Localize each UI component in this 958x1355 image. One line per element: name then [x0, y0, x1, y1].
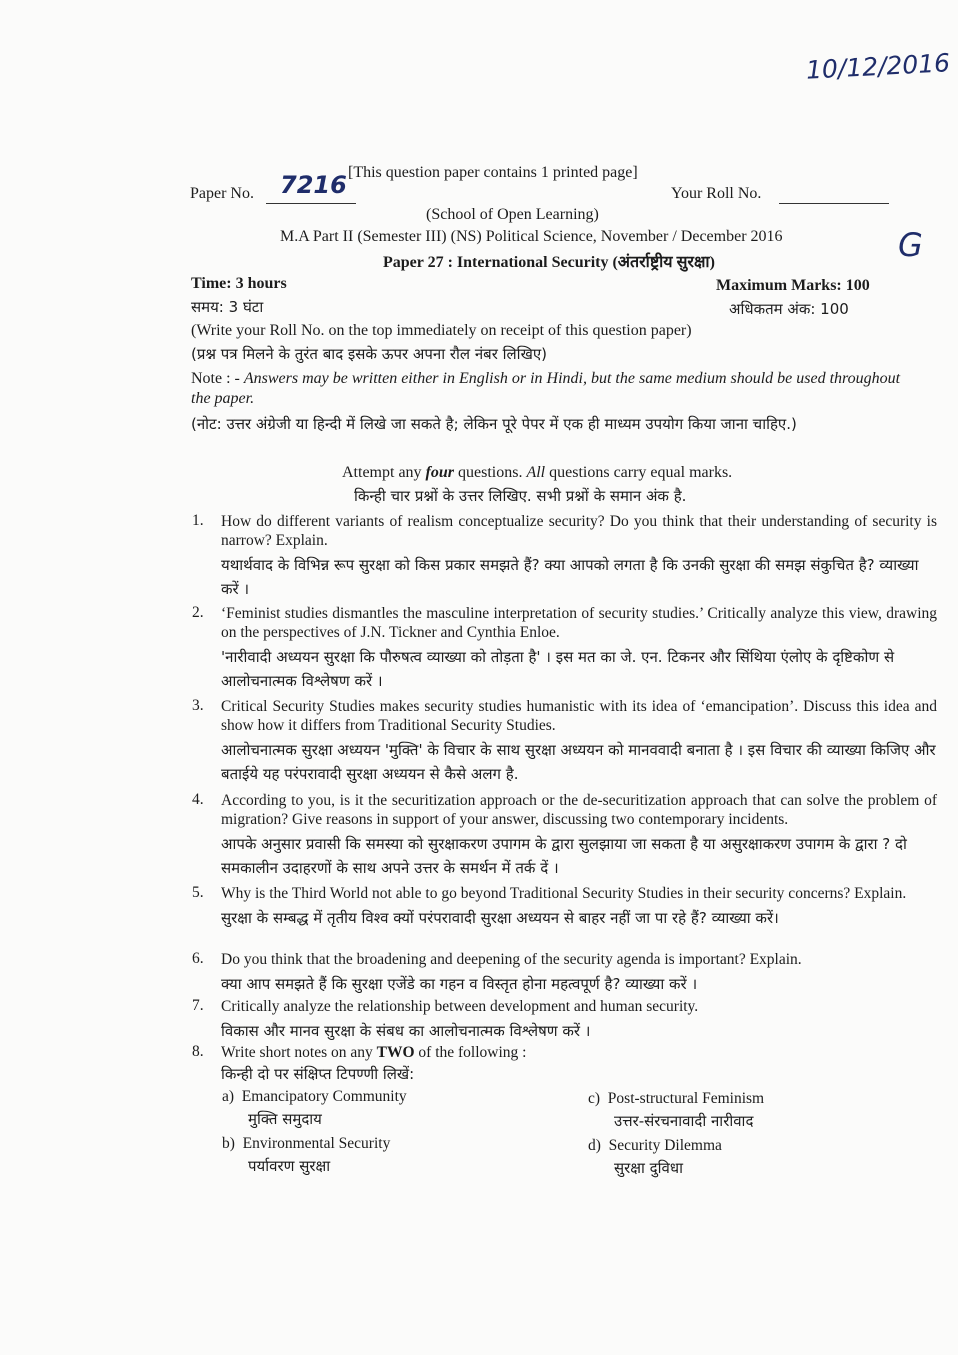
option-c: c) Post-structural Feminism उत्तर-संरचनावादी नारीवाद — [588, 1090, 765, 1130]
paper-no-underline — [266, 203, 356, 204]
paper-no-label: Paper No. — [190, 185, 254, 202]
question-4: 4. According to you, is it the securitization approach or the de-securitization approach that can solve the problem of migration? Give reasons in support of your answer, discussing two contemporary incidents. आपके अनुसार प्रवासी कि समस्या को सुरक्षाकरण उपागम के द्वारा सुलझाया जा सकता है या असुरक्षाकरण उपागम के द्वारा ? दो समकालीन उदाहरणों के साथ अपने उत्तर के समर्थन में तर्क दें । — [192, 791, 937, 880]
question-text-english: How do different variants of realism conceptualize security? Do you think that their understanding of security is narrow? Explain. — [221, 513, 937, 549]
question-8: 8. Write short notes on any TWO of the following : किन्ही दो पर संक्षिप्त टिपण्णी लिखें: — [192, 1043, 937, 1086]
note-text: Answers may be written either in English or in Hindi, but the same medium should be used throughout the paper. — [191, 370, 901, 407]
time-english: Time: 3 hours — [191, 275, 287, 292]
question-text-english: Why is the Third World not able to go beyond Traditional Security Studies in their security concerns? Explain. — [221, 885, 907, 902]
question-text-english: According to you, is it the securitization approach or the de-securitization approach that can solve the problem of migration? Give reasons in support of your answer, discussing two contemporary incidents. — [221, 792, 937, 828]
question-7: 7. Critically analyze the relationship between development and human security. विकास और मानव सुरक्षा के संबध का आलोचनात्मक विश्लेषण करें । — [192, 997, 937, 1043]
roll-instruction-english: (Write your Roll No. on the top immediately on receipt of this question paper) — [191, 322, 692, 339]
question-text-hindi: किन्ही दो पर संक्षिप्त टिपण्णी लिखें: — [221, 1065, 415, 1083]
question-text-hindi: 'नारीवादी अध्ययन सुरक्षा कि पौरुषत्व व्याख्या को तोड़ता है' । इस मत का जे. एन. टिकनर और सिंथिया एंलोए के दृष्टिकोण से आलोचनात्मक विश्लेषण करें । — [221, 648, 895, 690]
question-1: 1. How do different variants of realism conceptualize security? Do you think that their understanding of security is narrow? Explain. यथार्थवाद के विभिन्न रूप सुरक्षा को किस प्रकार समझते हैं? क्या आपको लगता है कि उनकी सुरक्षा की समझ संकुचित है? व्याख्या करें । — [192, 512, 937, 601]
page-count-note: [This question paper contains 1 printed page] — [348, 164, 638, 181]
handwritten-corner-mark: G — [898, 226, 923, 264]
roll-no-underline — [779, 203, 889, 204]
option-a: a) Emancipatory Community मुक्ति समुदाय — [222, 1088, 407, 1128]
paper-title: Paper 27 : International Security (अंतर्राष्ट्रीय सुरक्षा) — [383, 254, 715, 271]
question-text-hindi: विकास और मानव सुरक्षा के संबध का आलोचनात्मक विश्लेषण करें । — [221, 1022, 591, 1040]
medium-note-hindi: (नोट: उत्तर अंग्रेजी या हिन्दी में लिखे जा सकते है; लेकिन पूरे पेपर में एक ही माध्यम उपयोग किया जाना चाहिए.) — [191, 415, 797, 433]
handwritten-date: 10/12/2016 — [805, 48, 951, 85]
question-3: 3. Critical Security Studies makes security studies humanistic with its idea of ‘emancipation’. Discuss this idea and show how it differs from Traditional Security Studies. आलोचनात्मक सुरक्षा अध्ययन 'मुक्ति' के विचार के साथ सुरक्षा अध्ययन को मानववादी बनाता है । इस विचार की व्याख्या किजिए और बताईये यह परंपरावादी सुरक्षा अध्ययन से कैसे अलग है. — [192, 697, 937, 786]
question-2: 2. ‘Feminist studies dismantles the masculine interpretation of security studies.’ Critically analyze this view, drawing on the perspectives of J.N. Tickner and Cynthia Enloe. 'नारीवादी अध्ययन सुरक्षा कि पौरुषत्व व्याख्या को तोड़ता है' । इस मत का जे. एन. टिकनर और सिंथिया एंलोए के दृष्टिकोण से आलोचनात्मक विश्लेषण करें । — [192, 604, 937, 693]
roll-no-label: Your Roll No. — [671, 185, 762, 202]
handwritten-paper-number: 7216 — [280, 171, 347, 199]
attempt-count: four — [425, 464, 454, 481]
question-text-english: Critically analyze the relationship between development and human security. — [221, 998, 699, 1015]
question-text-english: Critical Security Studies makes security studies humanistic with its idea of ‘emancipation’. Discuss this idea and show how it differs from Traditional Security Studies. — [221, 698, 937, 734]
attempt-instruction-hindi: किन्ही चार प्रश्नों के उत्तर लिखिए. सभी प्रश्नों के समान अंक है. — [354, 487, 687, 505]
medium-note-english — [191, 369, 921, 409]
question-5: 5. Why is the Third World not able to go beyond Traditional Security Studies in their security concerns? Explain. सुरक्षा के सम्बद्ध में तृतीय विश्व क्यों परंपरावादी सुरक्षा अध्ययन से बाहर नहीं जा पा रहे हैं? व्याख्या करें। — [192, 884, 937, 930]
time-hindi: समय: 3 घंटा — [191, 298, 264, 316]
question-text-english: Write short notes on any TWO of the following : — [221, 1044, 527, 1061]
note-label: Note : - — [191, 370, 244, 387]
option-d: d) Security Dilemma सुरक्षा दुविधा — [588, 1137, 722, 1177]
question-text-hindi: सुरक्षा के सम्बद्ध में तृतीय विश्व क्यों परंपरावादी सुरक्षा अध्ययन से बाहर नहीं जा पा रहे हैं? व्याख्या करें। — [221, 909, 779, 927]
course-title: M.A Part II (Semester III) (NS) Political Science, November / December 2016 — [280, 228, 783, 245]
question-6: 6. Do you think that the broadening and deepening of the security agenda is important? Explain. क्या आप समझते हैं कि सुरक्षा एजेंडे का गहन व विस्तृत होना महत्वपूर्ण है? व्याख्या करें । — [192, 950, 937, 996]
school-name: (School of Open Learning) — [426, 206, 599, 223]
question-text-english: Do you think that the broadening and deepening of the security agenda is important? Explain. — [221, 951, 802, 968]
marks-english: Maximum Marks: 100 — [716, 277, 870, 294]
attempt-instruction-english: Attempt any four questions. All questions carry equal marks. — [342, 464, 733, 481]
question-text-hindi: आपके अनुसार प्रवासी कि समस्या को सुरक्षाकरण उपागम के द्वारा सुलझाया जा सकता है या असुरक्षाकरण उपागम के द्वारा ? दो समकालीन उदाहरणों के साथ अपने उत्तर के समर्थन में तर्क दें । — [221, 835, 907, 877]
question-text-hindi: यथार्थवाद के विभिन्न रूप सुरक्षा को किस प्रकार समझते हैं? क्या आपको लगता है कि उनकी सुरक्षा की समझ संकुचित है? व्याख्या करें । — [221, 556, 919, 598]
option-b: b) Environmental Security पर्यावरण सुरक्षा — [222, 1135, 391, 1175]
marks-hindi: अधिकतम अंक: 100 — [729, 300, 849, 318]
question-text-hindi: आलोचनात्मक सुरक्षा अध्ययन 'मुक्ति' के विचार के साथ सुरक्षा अध्ययन को मानववादी बनाता है । इस विचार की व्याख्या किजिए और बताईये यह परंपरावादी सुरक्षा अध्ययन से कैसे अलग है. — [221, 741, 936, 783]
question-text-english: ‘Feminist studies dismantles the masculine interpretation of security studies.’ Critically analyze this view, drawing on the perspectives of J.N. Tickner and Cynthia Enloe. — [221, 605, 937, 641]
question-text-hindi: क्या आप समझते हैं कि सुरक्षा एजेंडे का गहन व विस्तृत होना महत्वपूर्ण है? व्याख्या करें । — [221, 975, 698, 993]
roll-instruction-hindi: (प्रश्न पत्र मिलने के तुरंत बाद इसके ऊपर अपना रौल नंबर लिखिए) — [191, 345, 547, 363]
